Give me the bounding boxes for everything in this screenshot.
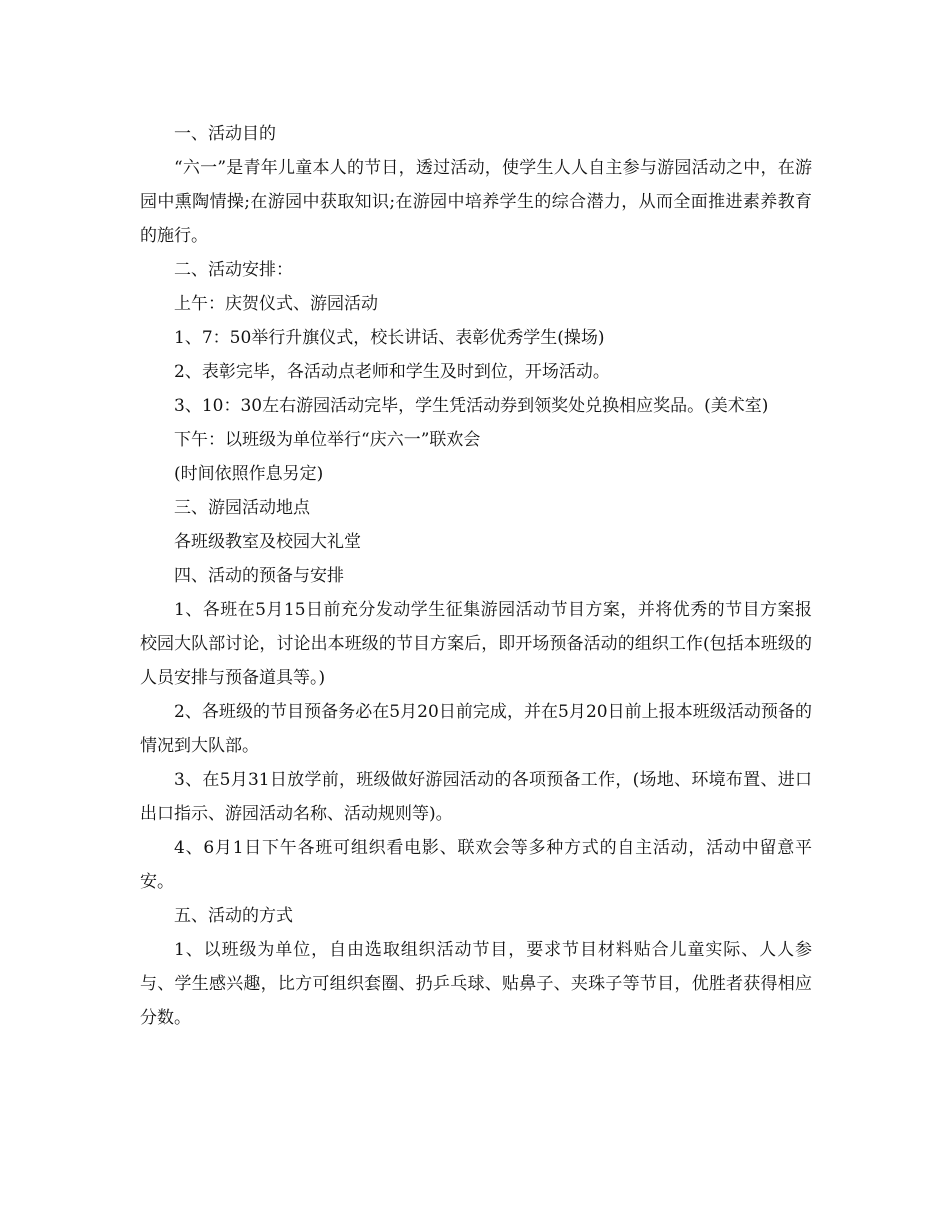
paragraph-item-2: 2、表彰完毕，各活动点老师和学生及时到位，开场活动。 [174, 362, 610, 382]
paragraph-afternoon: 下午：以班级为单位举行“庆六一”联欢会 [174, 430, 481, 450]
heading-method: 五、活动的方式 [174, 906, 293, 926]
paragraph-prep-3: 3、在5月31日放学前，班级做好游园活动的各项预备工作，(场地、环境布置、进口出口指示、游园活动名称、活动规则等)。 [140, 770, 812, 824]
heading-activity-purpose: 一、活动目的 [174, 124, 276, 144]
paragraph-item-3: 3、10：30左右游园活动完毕，学生凭活动券到领奖处兑换相应奖品。(美术室) [174, 396, 769, 416]
document-body [140, 117, 812, 1035]
paragraph-time-note: (时间依照作息另定) [174, 464, 324, 484]
paragraph-prep-2: 2、各班级的节目预备务必在5月20日前完成，并在5月20日前上报本班级活动预备的情况到大队部。 [140, 702, 812, 756]
heading-activity-arrangement: 二、活动安排： [174, 260, 293, 280]
paragraph-item-1: 1、7：50举行升旗仪式，校长讲话、表彰优秀学生(操场) [174, 328, 605, 348]
heading-location: 三、游园活动地点 [174, 498, 310, 518]
paragraph-morning: 上午：庆贺仪式、游园活动 [174, 294, 378, 314]
paragraph-prep-4: 4、6月1日下午各班可组织看电影、联欢会等多种方式的自主活动，活动中留意平安。 [140, 838, 812, 892]
heading-preparation: 四、活动的预备与安排 [174, 566, 344, 586]
paragraph-location: 各班级教室及校园大礼堂 [174, 532, 361, 552]
paragraph-purpose: “六一”是青年儿童本人的节日，透过活动，使学生人人自主参与游园活动之中，在游园中熏陶情操;在游园中获取知识;在游园中培养学生的综合潜力，从而全面推进素养教育的施行。 [140, 158, 812, 246]
paragraph-method-1: 1、以班级为单位，自由选取组织活动节目，要求节目材料贴合儿童实际、人人参与、学生感兴趣，比方可组织套圈、扔乒乓球、贴鼻子、夹珠子等节目，优胜者获得相应分数。 [140, 940, 812, 1028]
paragraph-prep-1: 1、各班在5月15日前充分发动学生征集游园活动节目方案，并将优秀的节目方案报校园大队部讨论，讨论出本班级的节目方案后，即开场预备活动的组织工作(包括本班级的人员安排与预备道具等。) [140, 600, 812, 688]
